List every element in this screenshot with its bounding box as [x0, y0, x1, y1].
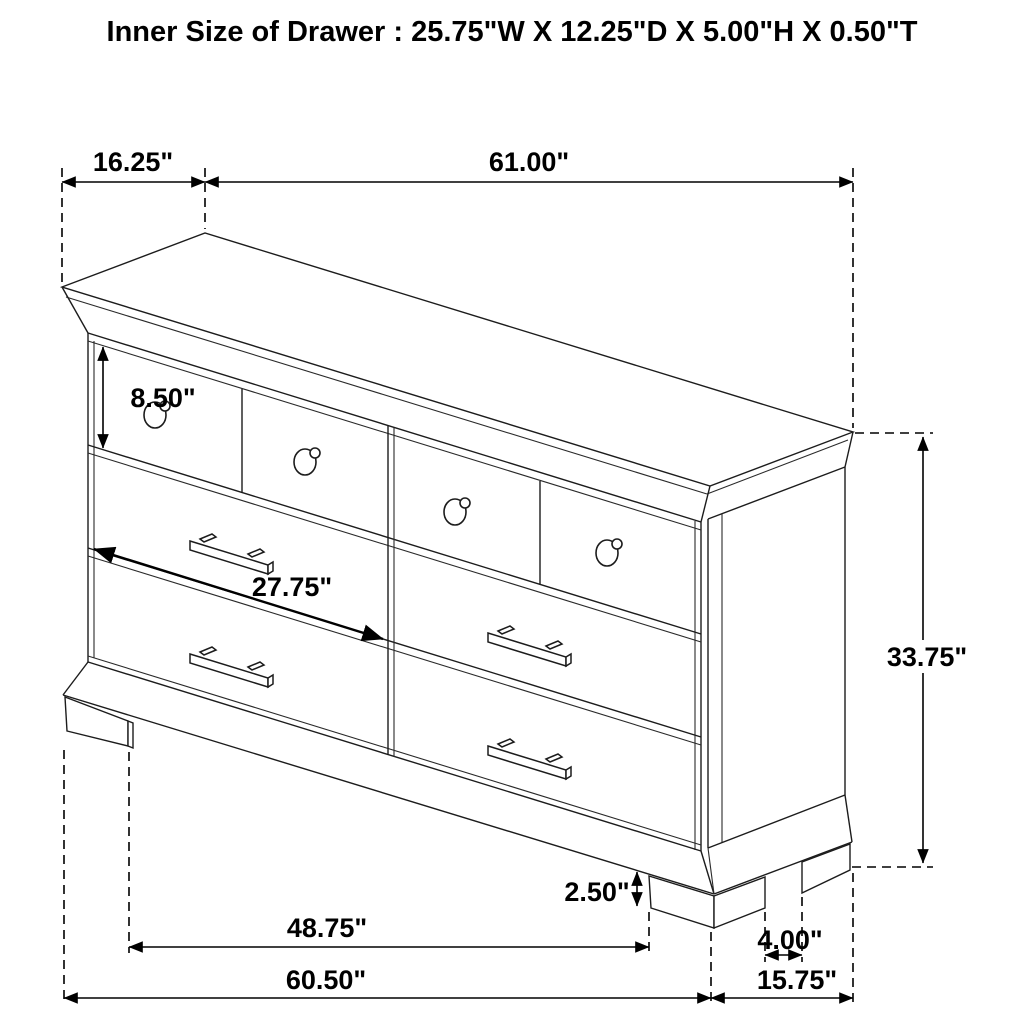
drawer-handle	[190, 534, 273, 574]
dim-label-floor-width: 60.50"	[285, 965, 367, 995]
dim-label-drawer-front-width: 27.75"	[251, 572, 333, 602]
drawer-knob	[294, 448, 320, 475]
dim-label-leg-height: 2.50"	[564, 877, 630, 907]
drawer-handle	[190, 647, 273, 687]
drawer-handle	[488, 739, 571, 779]
page-title: Inner Size of Drawer : 25.75"W X 12.25"D X 5.00"H X 0.50"T	[106, 16, 918, 48]
dim-label-top-width: 61.00"	[488, 147, 570, 177]
front-right-leg	[649, 876, 765, 928]
side-panel	[708, 467, 845, 848]
dim-label-front-leg-span: 48.75"	[286, 913, 368, 943]
dim-label-floor-depth: 15.75"	[756, 965, 838, 995]
front-left-leg	[65, 697, 133, 748]
dim-label-side-leg-gap: 4.00"	[757, 925, 823, 955]
drawer-handle	[488, 626, 571, 666]
drawer-handles	[190, 534, 571, 779]
drawer-knob	[444, 498, 470, 525]
dim-label-top-drawer-height: 8.50"	[130, 383, 196, 413]
dresser-drawing	[62, 233, 853, 928]
base-molding	[63, 662, 852, 894]
dim-label-side-height: 33.75"	[886, 642, 968, 672]
dim-label-top-depth: 16.25"	[92, 147, 174, 177]
drawer-knob	[596, 539, 622, 566]
